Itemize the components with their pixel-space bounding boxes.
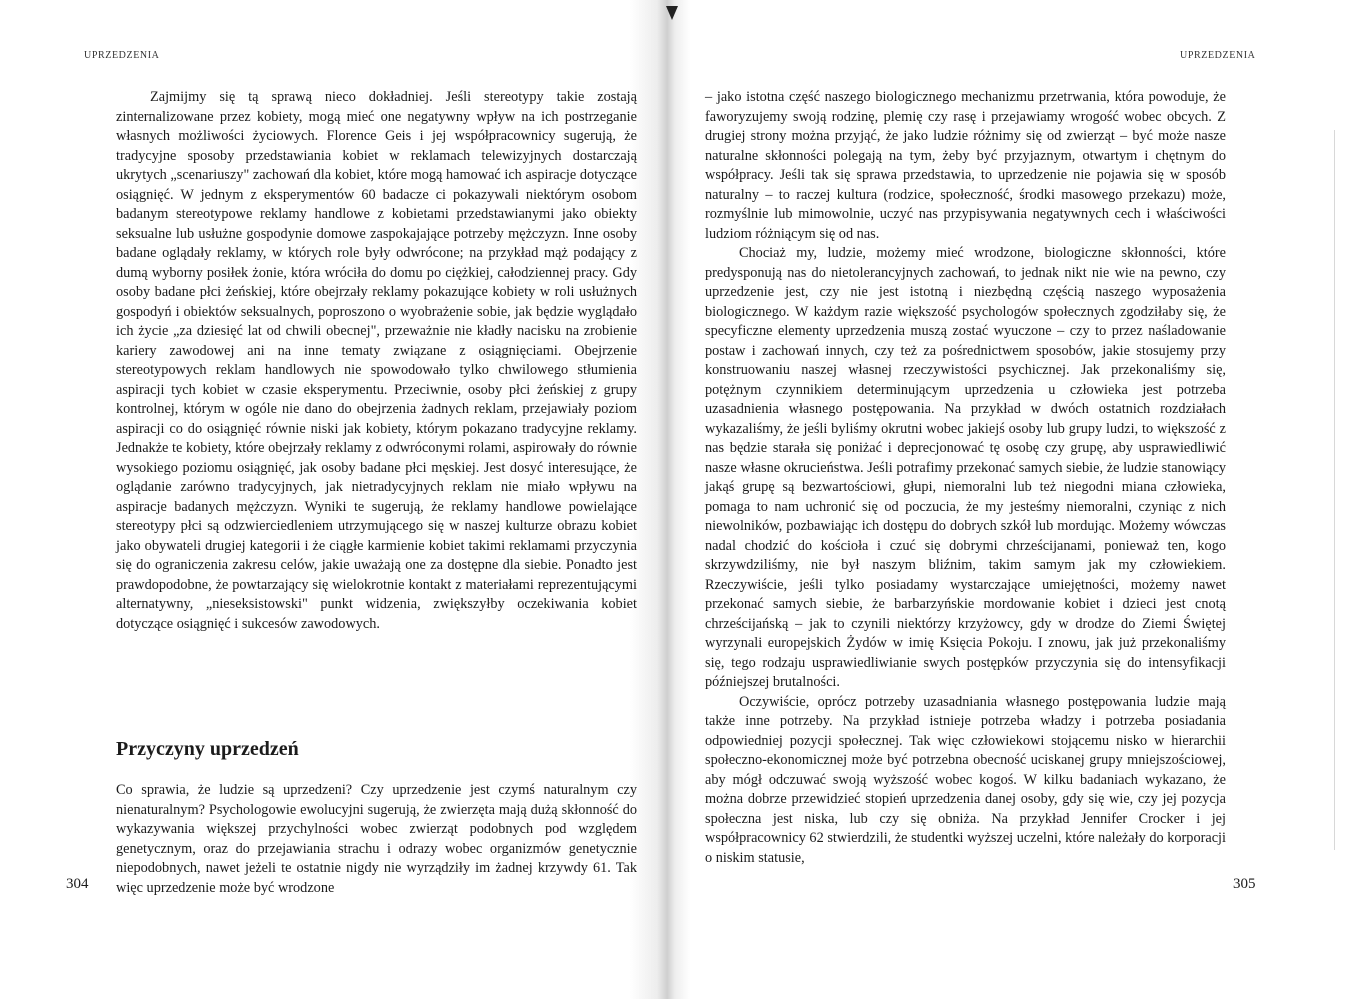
left-page-number: 304 bbox=[66, 876, 89, 892]
left-page bbox=[0, 0, 672, 999]
right-paragraph-3: Oczywiście, oprócz potrzeby uzasadniania własnego postępowania ludzie mają także inne potrzeby. Na przykład istnieje potrzeba władzy i potrzeba posiadania odpowiedniej pozycji społecznej. Tak więc człowiekowi stojącemu nisko w hierarchii społeczno-ekonomicznej może być potrzebna obecność uciskanej grupy mniejszościowej, aby mógł odczuwać swoją wyższość wobec kogoś. W kilku badaniach wykazano, że można dobrze przewidzieć stopień uprzedzenia danej osoby, gdy się wie, czy jej pozycja społeczna jest niska, lub czy się obniża. Na przykład Jennifer Crocker i jej współpracownicy 62 stwierdzili, że studentki wyższej uczelni, które należały do korporacji o niskim statusie, bbox=[705, 693, 1226, 866]
right-paragraph-1: – jako istotna część naszego biologicznego mechanizmu przetrwania, która powoduje, że faworyzujemy swoją rodzinę, plemię czy rasę i przejawiamy wrogość wobec obcych. Z drugiej strony można przyjąć, że jako ludzie różnimy się od zwierząt – być może nasze naturalne skłonności polegają na tym, żeby być przyjaznym, otwartym i chętnym do współpracy. Jeśli tak się sprawa przedstawia, to uprzedzenie nie pojawia się w sposób naturalny – to raczej kultura (rodzice, społeczność, środki masowego przekazu) może, rozmyślnie lub mimowolnie, uczyć nas przypisywania negatywnych cech i właściwości ludziom różniącym się od nas. bbox=[705, 89, 1226, 242]
right-paragraph-2: Chociaż my, ludzie, możemy mieć wrodzone, biologiczne skłonności, które predysponują nas do nietolerancyjnych zachowań, to jednak nikt nie wie na pewno, czy uprzedzenie jest, czy nie jest istotną i niezbędną częścią naszego wyposażenia biologicznego. W każdym razie większość psychologów społecznych zgodziłaby się, że specyficzne elementy uprzedzenia muszą zostać wyuczone – czy to przez naśladowanie postaw i zachowań innych, czy też za pośrednictwem sposobów, jakie stosujemy przy konstruowaniu naszej własnej rzeczywistości psychicznej. Jak przekonaliśmy się, potężnym czynnikiem determinującym uprzedzenia u człowieka jest potrzeba uzasadnienia własnego postępowania. Na przykład w dwóch ostatnich rozdziałach wykazaliśmy, że jeśli byliśmy okrutni wobec jakiejś osoby lub grupy ludzi, to większość z nas będzie starała się poniżać i deprecjonować tę osobę czy grupę, aby usprawiedliwić nasze własne okrucieństwa. Jeśli potrafimy przekonać samych siebie, że ludzie stanowiący jakąś grupę są bezwartościowi, głupi, niemoralni lub też niegodni miana człowieka, pomaga to nam uchronić się od poczucia, że my jesteśmy niemoralni, czyniąc z nich niewolników, pozbawiając ich dostępu do dobrych szkół lub mordując. Możemy wówczas nadal chodzić do kościoła i czuć się dobrymi chrześcijanami, ponieważ ten, kogo skrzywdziliśmy, nie był naszym bliźnim, takim samym jak my człowiekiem. Rzeczywiście, jeśli tylko posiadamy wystarczające umiejętności, możemy nawet przekonać samych siebie, że barbarzyńskie mordowanie kobiet i dzieci jest cnotą chrześcijańską – jak to czynili niektórzy krzyżowcy, gdy w drodze do Ziemi Świętej wyrzynali europejskich Żydów w imię Księcia Pokoju. I znowu, jak już przekonaliśmy się, tego rodzaju usprawiedliwianie swych postępków przyczynia się do intensyfikacji późniejszej brutalności. bbox=[705, 245, 1226, 690]
left-paragraph-1: Zajmijmy się tą sprawą nieco dokładniej. Jeśli stereotypy takie zostają zinternalizowane przez kobiety, mogą mieć one negatywny wpływ na ich postrzeganie własnych możliwości życiowych. Florence Geis i jej współpracownicy sugerują, że tradycyjne sposoby przedstawiania kobiet w reklamach telewizyjnych dostarczają ukrytych „scenariuszy" zachowań dla kobiet, które mogą hamować ich aspiracje dotyczące osiągnięć. W jednym z eksperymentów 60 badacze ci pokazywali niektórym osobom badanym stereotypowe reklamy handlowe z kobietami przedstawianymi jako obiekty seksualne lub usłużne gospodynie domowe zaspokajające potrzeby mężczyzn. Inne osoby badane oglądały reklamy, w których role były odwrócone; na przykład mąż podający z dumą wyborny posiłek żonie, która wróciła do domu po ciężkiej, całodziennej pracy. Gdy osoby badane płci żeńskiej, które obejrzały reklamy pokazujące kobiety w roli usłużnych gospodyń i obiektów seksualnych, poproszono o wyobrażenie sobie, jak będzie wyglądało ich życie „za dziesięć lat od chwili obecnej", przeważnie nie kładły nacisku na zrobienie kariery zawodowej ani na inne tematy związane z osiągnięciami. Obejrzenie stereotypowych reklam handlowych nie spowodowało tylko chwilowego stłumienia aspiracji tych kobiet w czasie eksperymentu. Przeciwnie, osoby płci żeńskiej z grupy kontrolnej, którym w ogóle nie dano do obejrzenia żadnych reklam, przejawiały poziom aspiracji co do osiągnięć równie niski jak kobiety, którym pokazano tradycyjne reklamy. Jednakże te kobiety, które obejrzały reklamy z odwróconymi rolami, aspirowały do równie wysokiego poziomu osiągnięć, jak osoby badane płci męskiej. Jest dosyć interesujące, że oglądanie zarówno tradycyjnych, jak nietradycyjnych reklam nie miało wpływu na aspiracje badanych mężczyzn. Wyniki te sugerują, że reklamy handlowe powielające stereotypy płci są odzwierciedleniem utrzymującego się w naszej kulturze obrazu kobiet jako obywateli drugiej kategorii i że ciągłe karmienie kobiet takimi reklamami przyczynia się do ograniczenia zakresu celów, jakie uważają one za dostępne dla siebie. Ponadto jest prawdopodobne, że powtarzający się wielokrotnie kontakt z materiałami reprezentującymi alternatywny, „nieseksistowski" punkt widzenia, zwiększyłby oczekiwania kobiet dotyczące osiągnięć i sukcesów zawodowych. bbox=[116, 89, 637, 632]
page-edge-line bbox=[1334, 130, 1335, 850]
left-body-text bbox=[116, 88, 637, 634]
left-paragraph-2: Co sprawia, że ludzie są uprzedzeni? Czy uprzedzenie jest czymś naturalnym czy nienaturalnym? Psychologowie ewolucyjni sugerują, że zwierzęta mają dużą skłonność do wykazywania większej przychylności wobec zwierząt podobnych pod względem genetycznym, oraz do przejawiania strachu i odrazy wobec organizmów genetycznie niepodobnych, nawet jeżeli te ostatnie nigdy nie wyrządziły im żadnej krzywdy 61. Tak więc uprzedzenie może być wrodzone bbox=[116, 782, 637, 896]
right-body-text bbox=[705, 88, 1226, 868]
section-heading: Przyczyny uprzedzeń bbox=[116, 738, 299, 760]
right-page bbox=[672, 0, 1347, 999]
left-running-head: UPRZEDZENIA bbox=[84, 50, 160, 61]
left-body-text-after-heading bbox=[116, 781, 637, 898]
right-running-head: UPRZEDZENIA bbox=[1180, 50, 1256, 61]
right-page-number: 305 bbox=[1233, 876, 1256, 892]
